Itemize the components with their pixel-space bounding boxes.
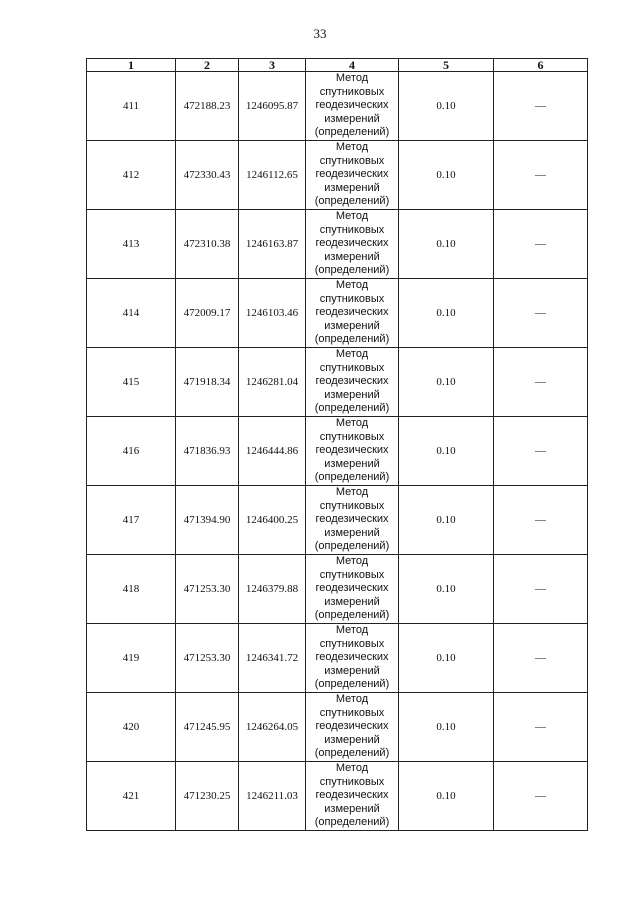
column-header-6: 6 — [494, 59, 588, 72]
y-coordinate-cell: 1246444.86 — [239, 417, 306, 486]
x-coordinate-cell: 471918.34 — [176, 348, 239, 417]
point-number-cell: 412 — [87, 141, 176, 210]
method-line: (определений) — [314, 264, 390, 277]
table-row — [87, 693, 588, 762]
y-coordinate-cell: 1246211.03 — [239, 762, 306, 831]
method-line: геодезических — [315, 444, 389, 457]
x-coordinate-cell: 471253.30 — [176, 624, 239, 693]
method-line: Метод — [335, 693, 369, 706]
point-number-cell: 421 — [87, 762, 176, 831]
accuracy-cell: 0.10 — [399, 762, 494, 831]
table-header-row — [87, 59, 588, 72]
x-coordinate-cell: 472330.43 — [176, 141, 239, 210]
method-line: (определений) — [314, 126, 390, 139]
point-number-cell: 420 — [87, 693, 176, 762]
note-cell: — — [494, 348, 588, 417]
accuracy-cell: 0.10 — [399, 624, 494, 693]
point-number-cell: 414 — [87, 279, 176, 348]
column-header-4: 4 — [306, 59, 399, 72]
note-cell: — — [494, 486, 588, 555]
method-cell — [306, 693, 399, 762]
method-line: Метод — [335, 279, 369, 292]
method-line: спутниковых — [319, 499, 385, 512]
accuracy-cell: 0.10 — [399, 486, 494, 555]
method-line: геодезических — [315, 168, 389, 181]
method-line: спутниковых — [319, 292, 385, 305]
method-cell — [306, 417, 399, 486]
method-line: (определений) — [314, 195, 390, 208]
accuracy-cell: 0.10 — [399, 348, 494, 417]
note-cell: — — [494, 555, 588, 624]
point-number-cell: 413 — [87, 210, 176, 279]
accuracy-cell: 0.10 — [399, 141, 494, 210]
table-row — [87, 141, 588, 210]
table-row — [87, 555, 588, 624]
table-row — [87, 486, 588, 555]
method-line: (определений) — [314, 333, 390, 346]
note-cell: — — [494, 693, 588, 762]
method-line: геодезических — [315, 789, 389, 802]
method-line: измерений — [324, 802, 380, 815]
method-line: Метод — [335, 555, 369, 568]
note-cell: — — [494, 417, 588, 486]
method-line: спутниковых — [319, 223, 385, 236]
method-line: спутниковых — [319, 568, 385, 581]
y-coordinate-cell: 1246163.87 — [239, 210, 306, 279]
method-line: геодезических — [315, 237, 389, 250]
method-line: геодезических — [315, 720, 389, 733]
method-line: измерений — [324, 526, 380, 539]
method-line: геодезических — [315, 651, 389, 664]
table-row — [87, 417, 588, 486]
method-line: Метод — [335, 762, 369, 775]
method-cell — [306, 348, 399, 417]
accuracy-cell: 0.10 — [399, 693, 494, 762]
method-cell — [306, 624, 399, 693]
method-line: Метод — [335, 348, 369, 361]
method-line: геодезических — [315, 306, 389, 319]
coordinates-table — [86, 58, 588, 831]
table-row — [87, 348, 588, 417]
method-line: геодезических — [315, 99, 389, 112]
method-line: измерений — [324, 181, 380, 194]
y-coordinate-cell: 1246112.65 — [239, 141, 306, 210]
method-line: Метод — [335, 417, 369, 430]
method-cell — [306, 279, 399, 348]
page-number: 33 — [313, 26, 327, 41]
note-cell: — — [494, 210, 588, 279]
method-cell — [306, 762, 399, 831]
method-line: измерений — [324, 664, 380, 677]
table-row — [87, 279, 588, 348]
method-cell — [306, 486, 399, 555]
x-coordinate-cell: 471230.25 — [176, 762, 239, 831]
method-line: (определений) — [314, 678, 390, 691]
table-row — [87, 624, 588, 693]
method-line: измерений — [324, 457, 380, 470]
point-number-cell: 416 — [87, 417, 176, 486]
x-coordinate-cell: 472188.23 — [176, 72, 239, 141]
table-row — [87, 72, 588, 141]
method-line: спутниковых — [319, 637, 385, 650]
accuracy-cell: 0.10 — [399, 72, 494, 141]
accuracy-cell: 0.10 — [399, 279, 494, 348]
y-coordinate-cell: 1246341.72 — [239, 624, 306, 693]
y-coordinate-cell: 1246095.87 — [239, 72, 306, 141]
accuracy-cell: 0.10 — [399, 555, 494, 624]
method-line: спутниковых — [319, 154, 385, 167]
note-cell: — — [494, 72, 588, 141]
column-header-2: 2 — [176, 59, 239, 72]
column-header-5: 5 — [399, 59, 494, 72]
x-coordinate-cell: 472009.17 — [176, 279, 239, 348]
y-coordinate-cell: 1246281.04 — [239, 348, 306, 417]
x-coordinate-cell: 471245.95 — [176, 693, 239, 762]
method-line: (определений) — [314, 402, 390, 415]
point-number-cell: 417 — [87, 486, 176, 555]
x-coordinate-cell: 471394.90 — [176, 486, 239, 555]
table-row — [87, 210, 588, 279]
method-line: геодезических — [315, 513, 389, 526]
method-line: Метод — [335, 624, 369, 637]
y-coordinate-cell: 1246264.05 — [239, 693, 306, 762]
method-line: Метод — [335, 486, 369, 499]
note-cell: — — [494, 141, 588, 210]
method-line: Метод — [335, 210, 369, 223]
method-cell — [306, 555, 399, 624]
point-number-cell: 411 — [87, 72, 176, 141]
method-line: спутниковых — [319, 430, 385, 443]
column-header-3: 3 — [239, 59, 306, 72]
method-line: (определений) — [314, 747, 390, 760]
method-line: Метод — [335, 141, 369, 154]
method-line: геодезических — [315, 375, 389, 388]
method-line: спутниковых — [319, 775, 385, 788]
method-cell — [306, 141, 399, 210]
x-coordinate-cell: 472310.38 — [176, 210, 239, 279]
accuracy-cell: 0.10 — [399, 417, 494, 486]
y-coordinate-cell: 1246379.88 — [239, 555, 306, 624]
method-line: измерений — [324, 733, 380, 746]
point-number-cell: 418 — [87, 555, 176, 624]
method-line: (определений) — [314, 471, 390, 484]
note-cell: — — [494, 624, 588, 693]
method-line: (определений) — [314, 816, 390, 829]
y-coordinate-cell: 1246400.25 — [239, 486, 306, 555]
table-row — [87, 762, 588, 831]
note-cell: — — [494, 762, 588, 831]
method-line: измерений — [324, 319, 380, 332]
column-header-1: 1 — [87, 59, 176, 72]
method-line: Метод — [335, 72, 369, 85]
method-line: спутниковых — [319, 361, 385, 374]
method-line: измерений — [324, 388, 380, 401]
method-line: (определений) — [314, 609, 390, 622]
accuracy-cell: 0.10 — [399, 210, 494, 279]
method-line: спутниковых — [319, 706, 385, 719]
method-line: геодезических — [315, 582, 389, 595]
x-coordinate-cell: 471253.30 — [176, 555, 239, 624]
method-cell — [306, 72, 399, 141]
method-line: спутниковых — [319, 85, 385, 98]
point-number-cell: 419 — [87, 624, 176, 693]
point-number-cell: 415 — [87, 348, 176, 417]
method-line: (определений) — [314, 540, 390, 553]
method-cell — [306, 210, 399, 279]
y-coordinate-cell: 1246103.46 — [239, 279, 306, 348]
method-line: измерений — [324, 112, 380, 125]
method-line: измерений — [324, 595, 380, 608]
note-cell: — — [494, 279, 588, 348]
method-line: измерений — [324, 250, 380, 263]
x-coordinate-cell: 471836.93 — [176, 417, 239, 486]
